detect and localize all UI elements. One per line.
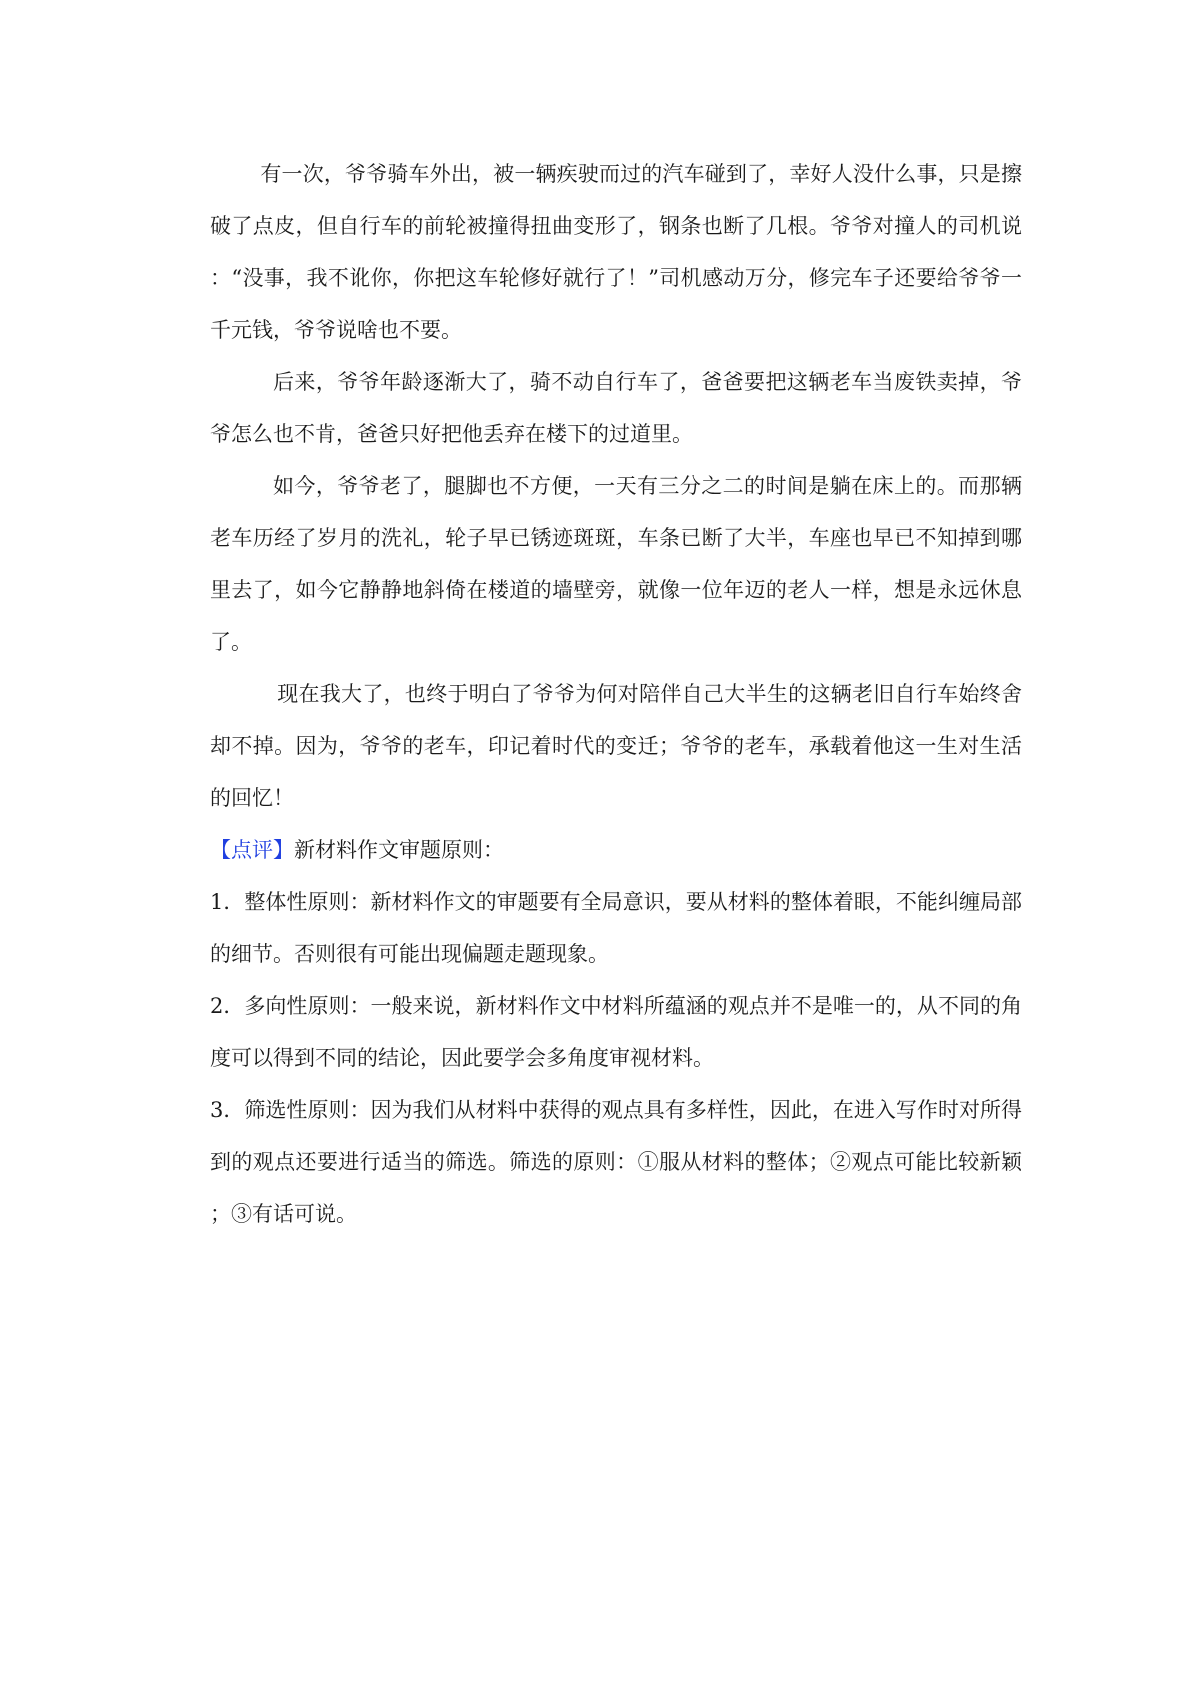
comment-heading-line — [210, 824, 1022, 876]
story-paragraph-3: 如今，爷爷老了，腿脚也不方便，一天有三分之二的时间是躺在床上的。而那辆老车历经了岁月的洗礼，轮子早已锈迹斑斑，车条已断了大半，车座也早已不知掉到哪里去了，如今它静静地斜倚在楼道的墙壁旁，就像一位年迈的老人一样，想是永远休息了。 — [210, 474, 1022, 654]
comment-heading: 新材料作文审题原则： — [294, 838, 504, 862]
comment-tag: 【点评】 — [210, 838, 294, 862]
comment-item-3: 3．筛选性原则：因为我们从材料中获得的观点具有多样性，因此，在进入写作时对所得到的观点还要进行适当的筛选。筛选的原则：①服从材料的整体；②观点可能比较新颖；③有话可说。 — [210, 1098, 1022, 1226]
comment-item-1: 1．整体性原则：新材料作文的审题要有全局意识，要从材料的整体着眼，不能纠缠局部的细节。否则很有可能出现偏题走题现象。 — [210, 890, 1022, 966]
story-paragraph-2: 后来，爷爷年龄逐渐大了，骑不动自行车了，爸爸要把这辆老车当废铁卖掉，爷爷怎么也不肯，爸爸只好把他丢弃在楼下的过道里。 — [210, 370, 1022, 446]
document-page — [210, 148, 1022, 1240]
story-paragraph-1: 有一次，爷爷骑车外出，被一辆疾驶而过的汽车碰到了，幸好人没什么事，只是擦破了点皮，但自行车的前轮被撞得扭曲变形了，钢条也断了几根。爷爷对撞人的司机说：“没事，我不讹你，你把这车轮修好就行了！”司机感动万分，修完车子还要给爷爷一千元钱，爷爷说啥也不要。 — [210, 162, 1022, 342]
comment-item-2: 2．多向性原则：一般来说，新材料作文中材料所蕴涵的观点并不是唯一的，从不同的角度可以得到不同的结论，因此要学会多角度审视材料。 — [210, 994, 1022, 1070]
story-paragraph-4: 现在我大了，也终于明白了爷爷为何对陪伴自己大半生的这辆老旧自行车始终舍却不掉。因为，爷爷的老车，印记着时代的变迁；爷爷的老车，承载着他这一生对生活的回忆！ — [210, 682, 1022, 810]
